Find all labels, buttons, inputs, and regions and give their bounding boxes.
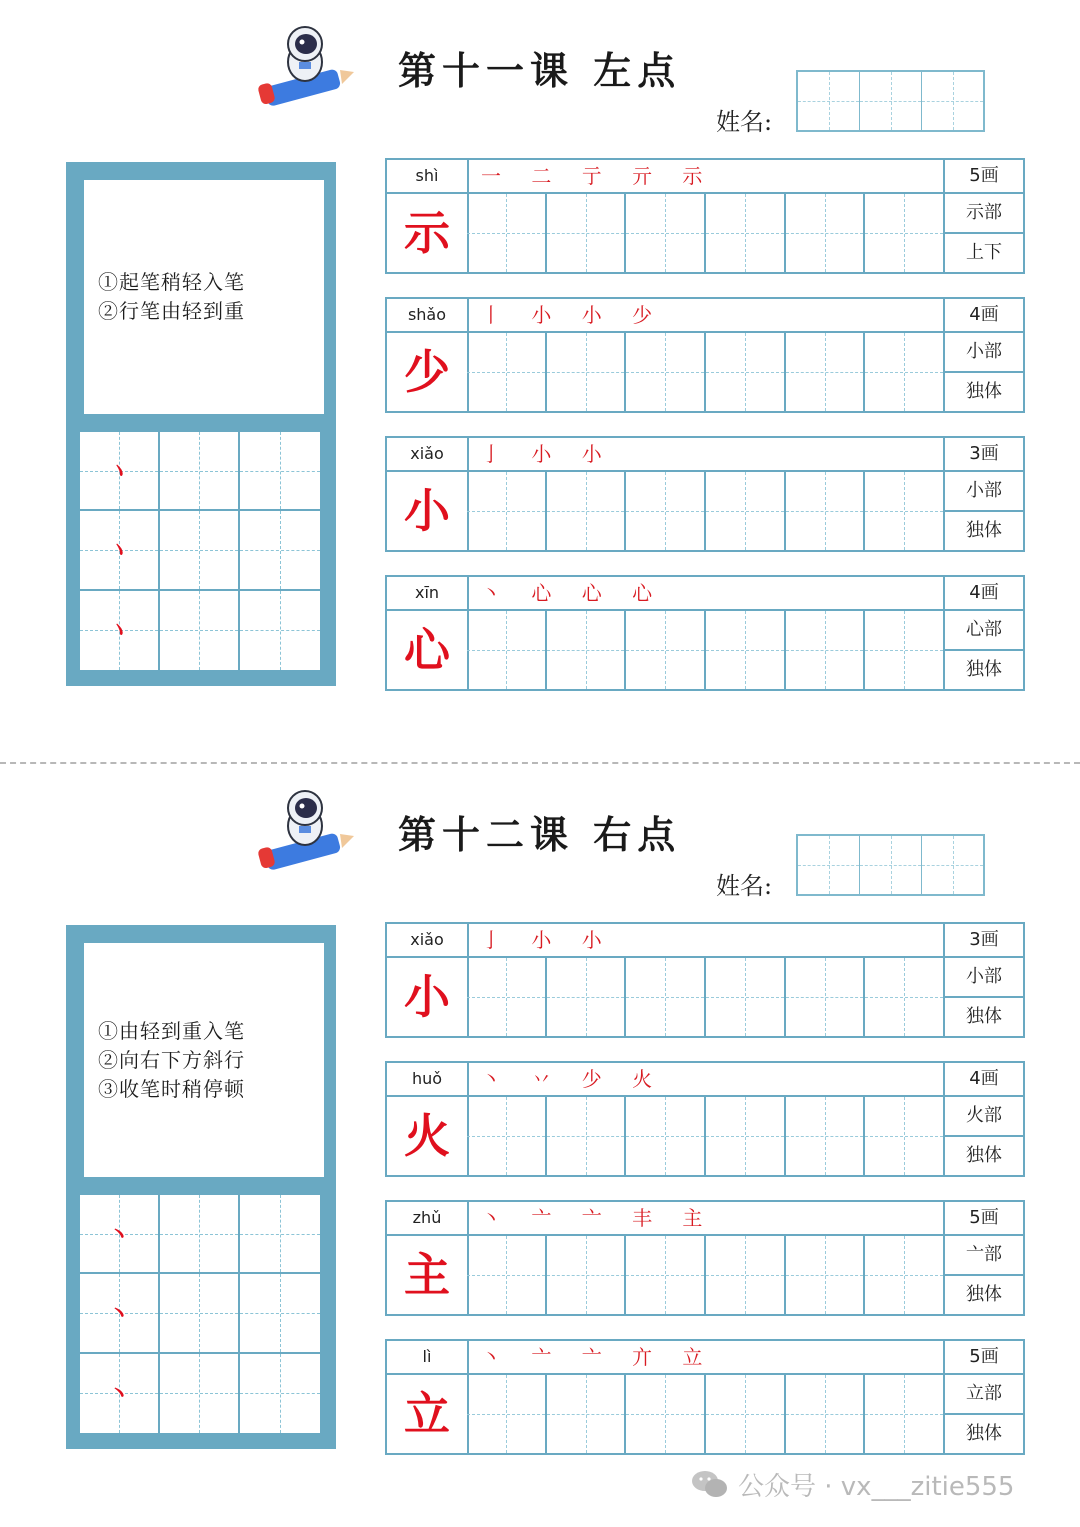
model-character: 主 (387, 1236, 469, 1314)
stroke-count: 5画 (943, 1341, 1023, 1373)
character-card (385, 575, 1025, 691)
practice-cells[interactable] (467, 1375, 945, 1453)
character-card (385, 1200, 1025, 1316)
radical: 亠部 (945, 1236, 1023, 1276)
radical: 火部 (945, 1097, 1023, 1137)
model-character: 小 (387, 472, 469, 550)
practice-cells[interactable] (467, 194, 945, 272)
name-label: 姓名: (716, 108, 773, 136)
radical: 小部 (945, 472, 1023, 512)
stroke-count: 5画 (943, 1202, 1023, 1234)
model-character: 火 (387, 1097, 469, 1175)
stroke-count: 5画 (943, 160, 1023, 192)
tip-line: ③收笔时稍停顿 (98, 1077, 245, 1101)
tip-line: ①由轻到重入笔 (98, 1019, 245, 1043)
tip-line: ①起笔稍轻入笔 (98, 270, 245, 294)
stroke-count: 3画 (943, 438, 1023, 470)
structure: 上下 (966, 242, 1002, 263)
structure: 独体 (966, 381, 1002, 402)
stroke-order: 丶 丷 少 火 (481, 1067, 665, 1091)
wechat-icon (690, 1468, 730, 1500)
model-character: 心 (387, 611, 469, 689)
name-label: 姓名: (716, 872, 773, 900)
stroke-order: 亅 小 小 (481, 442, 614, 466)
radical: 心部 (945, 611, 1023, 651)
stroke-count: 3画 (943, 924, 1023, 956)
lesson-section-2 (0, 764, 1080, 1484)
stroke-order: 一 二 亍 亓 示 (481, 164, 715, 188)
tip-line: ②行笔由轻到重 (98, 299, 245, 323)
pinyin: shǎo (387, 299, 469, 331)
stroke-instruction-panel (66, 925, 336, 1449)
structure: 独体 (966, 1284, 1002, 1305)
practice-cells[interactable] (467, 472, 945, 550)
character-card (385, 1061, 1025, 1177)
pinyin: shì (387, 160, 469, 192)
name-input-grid[interactable] (796, 834, 985, 896)
radical: 小部 (945, 958, 1023, 998)
stroke-order: 丶 心 心 心 (481, 581, 665, 605)
model-stroke: 丶 (103, 456, 134, 489)
structure: 独体 (966, 659, 1002, 680)
pinyin: xiǎo (387, 438, 469, 470)
stroke-practice-grid (80, 1195, 320, 1433)
structure: 独体 (966, 520, 1002, 541)
pinyin: huǒ (387, 1063, 469, 1095)
watermark-text: 公众号 · vx___zitie555 (738, 1472, 1015, 1502)
model-character: 示 (387, 194, 469, 272)
tip-line: ②向右下方斜行 (98, 1048, 245, 1072)
character-card (385, 436, 1025, 552)
model-stroke: 丶 (107, 1301, 131, 1328)
lesson-title: 第十二课 右点 (398, 812, 682, 857)
stroke-tips (84, 943, 324, 1177)
stroke-count: 4画 (943, 577, 1023, 609)
practice-cells[interactable] (467, 1236, 945, 1314)
radical: 示部 (945, 194, 1023, 234)
model-character: 立 (387, 1375, 469, 1453)
pinyin: xiǎo (387, 924, 469, 956)
astronaut-pencil-icon (255, 22, 355, 112)
pinyin: lì (387, 1341, 469, 1373)
stroke-order: 丨 小 小 少 (481, 303, 665, 327)
practice-cells[interactable] (467, 1097, 945, 1175)
astronaut-pencil-icon (255, 786, 355, 876)
radical: 立部 (945, 1375, 1023, 1415)
character-card (385, 1339, 1025, 1455)
stroke-practice-grid (80, 432, 320, 670)
stroke-tips (84, 180, 324, 414)
pinyin: xīn (387, 577, 469, 609)
lesson-section-1 (0, 0, 1080, 720)
model-stroke: 丶 (103, 615, 134, 648)
stroke-instruction-panel (66, 162, 336, 686)
lesson-title: 第十一课 左点 (398, 48, 682, 93)
structure: 独体 (966, 1006, 1002, 1027)
pinyin: zhǔ (387, 1202, 469, 1234)
stroke-count: 4画 (943, 1063, 1023, 1095)
practice-cells[interactable] (467, 333, 945, 411)
stroke-order: 丶 亠 亠 丰 主 (481, 1206, 715, 1230)
character-card (385, 158, 1025, 274)
model-stroke: 丶 (107, 1222, 131, 1249)
radical: 小部 (945, 333, 1023, 373)
model-stroke: 丶 (107, 1381, 131, 1408)
model-character: 少 (387, 333, 469, 411)
character-card (385, 922, 1025, 1038)
model-stroke: 丶 (103, 535, 134, 568)
stroke-count: 4画 (943, 299, 1023, 331)
structure: 独体 (966, 1423, 1002, 1444)
practice-cells[interactable] (467, 611, 945, 689)
character-card (385, 297, 1025, 413)
name-input-grid[interactable] (796, 70, 985, 132)
stroke-order: 丶 亠 亠 亣 立 (481, 1345, 715, 1369)
structure: 独体 (966, 1145, 1002, 1166)
stroke-order: 亅 小 小 (481, 928, 614, 952)
model-character: 小 (387, 958, 469, 1036)
practice-cells[interactable] (467, 958, 945, 1036)
